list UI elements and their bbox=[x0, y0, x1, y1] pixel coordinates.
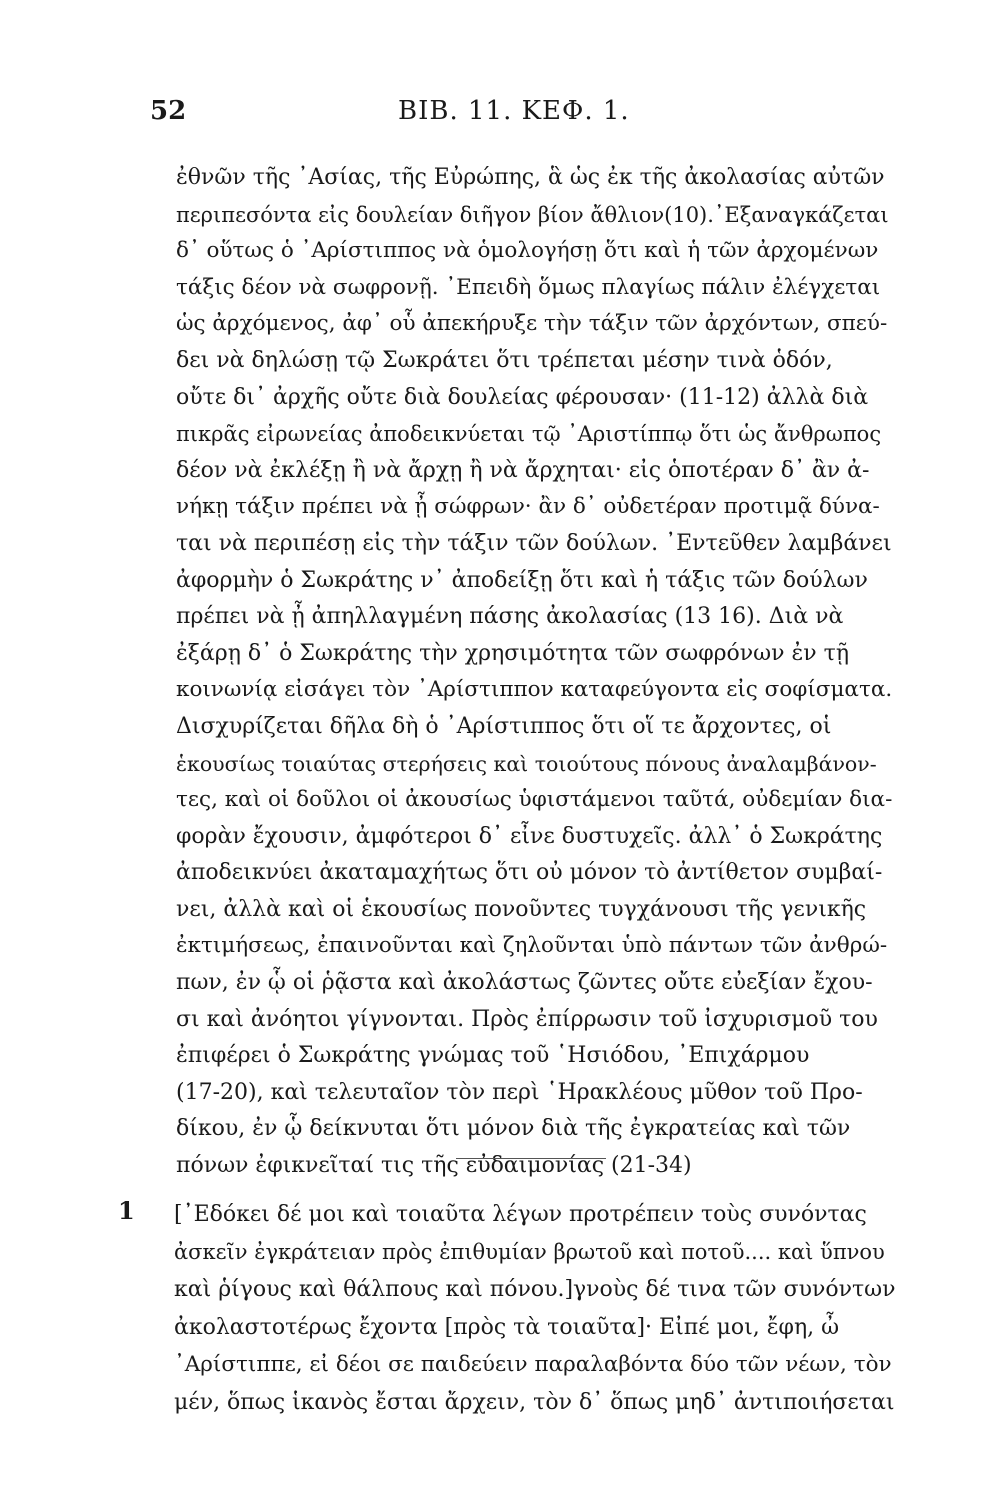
summary-line: νήκῃ τάξιν πρέπει νὰ ᾖ σώφρων· ἂν δ᾿ οὐδετέραν προτιμᾷ δύνα- bbox=[176, 494, 880, 520]
section-line: καὶ ῥίγους καὶ θάλπους καὶ πόνου.]γνοὺς δέ τινα τῶν συνόντων bbox=[174, 1277, 896, 1302]
page-header bbox=[0, 96, 982, 136]
summary-line: ἐκτιμήσεως, ἐπαινοῦνται καὶ ζηλοῦνται ὑπὸ πάντων τῶν ἀνθρώ- bbox=[176, 933, 888, 959]
summary-line: Δισχυρίζεται δῆλα δὴ ὁ ᾿Αρίστιππος ὅτι οἵ τε ἄρχοντες, οἱ bbox=[176, 713, 832, 739]
section-number: 1 bbox=[118, 1196, 135, 1225]
page-number: 52 bbox=[150, 96, 187, 126]
summary-line: νει, ἀλλὰ καὶ οἱ ἑκουσίως πονοῦντες τυγχάνουσι τῆς γενικῆς bbox=[176, 896, 867, 922]
summary-line: σι καὶ ἀνόητοι γίγνονται. Πρὸς ἐπίρρωσιν τοῦ ἰσχυρισμοῦ του bbox=[176, 1006, 878, 1032]
summary-line: πων, ἐν ᾧ οἱ ῥᾷστα καὶ ἀκολάστως ζῶντες οὔτε εὐεξίαν ἔχου- bbox=[176, 970, 873, 996]
summary-line: ὡς ἀρχόμενος, ἀφ᾿ οὗ ἀπεκήρυξε τὴν τάξιν τῶν ἀρχόντων, σπεύ- bbox=[176, 311, 888, 337]
summary-line: πρέπει νὰ ᾖ ἀπηλλαγμένη πάσης ἀκολασίας (13 16). Διὰ νὰ bbox=[176, 604, 844, 630]
section-line: ἀσκεῖν ἐγκράτειαν πρὸς ἐπιθυμίαν βρωτοῦ καὶ ποτοῦ.... καὶ ὕπνου bbox=[174, 1239, 885, 1264]
section-line: ᾿Αρίστιππε, εἰ δέοι σε παιδεύειν παραλαβόντα δύο τῶν νέων, τὸν bbox=[174, 1352, 892, 1377]
summary-line: ται νὰ περιπέσῃ εἰς τὴν τάξιν τῶν δούλων. ᾿Εντεῦθεν λαμβάνει bbox=[176, 530, 892, 556]
summary-line: ἐπιφέρει ὁ Σωκράτης γνώμας τοῦ ῾Ησιόδου, ᾿Επιχάρμου bbox=[176, 1043, 810, 1069]
summary-line: πόνων ἐφικνεῖταί τις τῆς εὐδαιμονίας (21-34) bbox=[176, 1153, 692, 1179]
summary-line: κοινωνίᾳ εἰσάγει τὸν ᾿Αρίστιππον καταφεύγοντα εἰς σοφίσματα. bbox=[176, 677, 892, 703]
section-line: [᾿Εδόκει δέ μοι καὶ τοιαῦτα λέγων προτρέπειν τοὺς συνόντας bbox=[174, 1202, 867, 1227]
summary-line: τες, καὶ οἱ δοῦλοι οἱ ἀκουσίως ὑφιστάμενοι ταῦτά, οὐδεμίαν δια- bbox=[176, 787, 892, 813]
section-divider bbox=[456, 1158, 606, 1159]
section-1 bbox=[118, 1196, 898, 1436]
section-text bbox=[174, 1196, 899, 1421]
summary-line: (17-20), καὶ τελευταῖον τὸν περὶ ῾Ηρακλέους μῦθον τοῦ Προ- bbox=[176, 1079, 863, 1105]
running-head: ΒΙΒ. 11. ΚΕΦ. 1. bbox=[398, 96, 630, 126]
summary-line: τάξις δέον νὰ σωφρονῇ. ᾿Επειδὴ ὅμως πλαγίως πάλιν ἐλέγχεται bbox=[176, 274, 881, 300]
summary-line: φορὰν ἔχουσιν, ἀμφότεροι δ᾿ εἶνε δυστυχεῖς. ἀλλ᾿ ὁ Σωκράτης bbox=[176, 823, 883, 849]
summary-line: ἐθνῶν τῆς ᾿Ασίας, τῆς Εὐρώπης, ἃ ὡς ἐκ τῆς ἀκολασίας αὐτῶν bbox=[176, 165, 885, 190]
summary-line: ἑκουσίως τοιαύτας στερήσεις καὶ τοιούτους πόνους ἀναλαμβάνον- bbox=[176, 751, 877, 776]
summary-line: δέον νὰ ἐκλέξῃ ἢ νὰ ἄρχῃ ἢ νὰ ἄρχηται· εἰς ὁποτέραν δ᾿ ἂν ἀ- bbox=[176, 457, 870, 483]
section-line: μέν, ὅπως ἱκανὸς ἔσται ἄρχειν, τὸν δ᾿ ὅπως μηδ᾿ ἀντιποιήσεται bbox=[174, 1389, 895, 1415]
summary-line: δίκου, ἐν ᾧ δείκνυται ὅτι μόνον διὰ τῆς ἐγκρατείας καὶ τῶν bbox=[176, 1116, 851, 1142]
section-line: ἀκολαστοτέρως ἔχοντα [πρὸς τὰ τοιαῦτα]· Εἰπέ μοι, ἔφη, ὦ bbox=[174, 1314, 840, 1340]
summary-line: ἀποδεικνύει ἀκαταμαχήτως ὅτι οὐ μόνον τὸ ἀντίθετον συμβαί- bbox=[176, 860, 883, 886]
summary-line: περιπεσόντα εἰς δουλείαν διῆγον βίον ἄθλιον(10).᾿Εξαναγκάζεται bbox=[176, 202, 889, 227]
chapter-summary bbox=[176, 160, 892, 1185]
summary-line: δει νὰ δηλώσῃ τῷ Σωκράτει ὅτι τρέπεται μέσην τινὰ ὁδόν, bbox=[176, 347, 833, 373]
summary-line: δ᾿ οὕτως ὁ ᾿Αρίστιππος νὰ ὁμολογήσῃ ὅτι καὶ ἡ τῶν ἀρχομένων bbox=[176, 238, 879, 264]
summary-line: ἐξάρῃ δ᾿ ὁ Σωκράτης τὴν χρησιμότητα τῶν σωφρόνων ἐν τῇ bbox=[176, 640, 850, 666]
summary-line: οὔτε δι᾿ ἀρχῆς οὔτε διὰ δουλείας φέρουσαν· (11-12) ἀλλὰ διὰ bbox=[176, 384, 869, 410]
summary-line: ἀφορμὴν ὁ Σωκράτης ν᾿ ἀποδείξῃ ὅτι καὶ ἡ τάξις τῶν δούλων bbox=[176, 567, 868, 593]
summary-line: πικρᾶς εἰρωνείας ἀποδεικνύεται τῷ ᾿Αριστίππῳ ὅτι ὡς ἄνθρωπος bbox=[176, 422, 882, 447]
